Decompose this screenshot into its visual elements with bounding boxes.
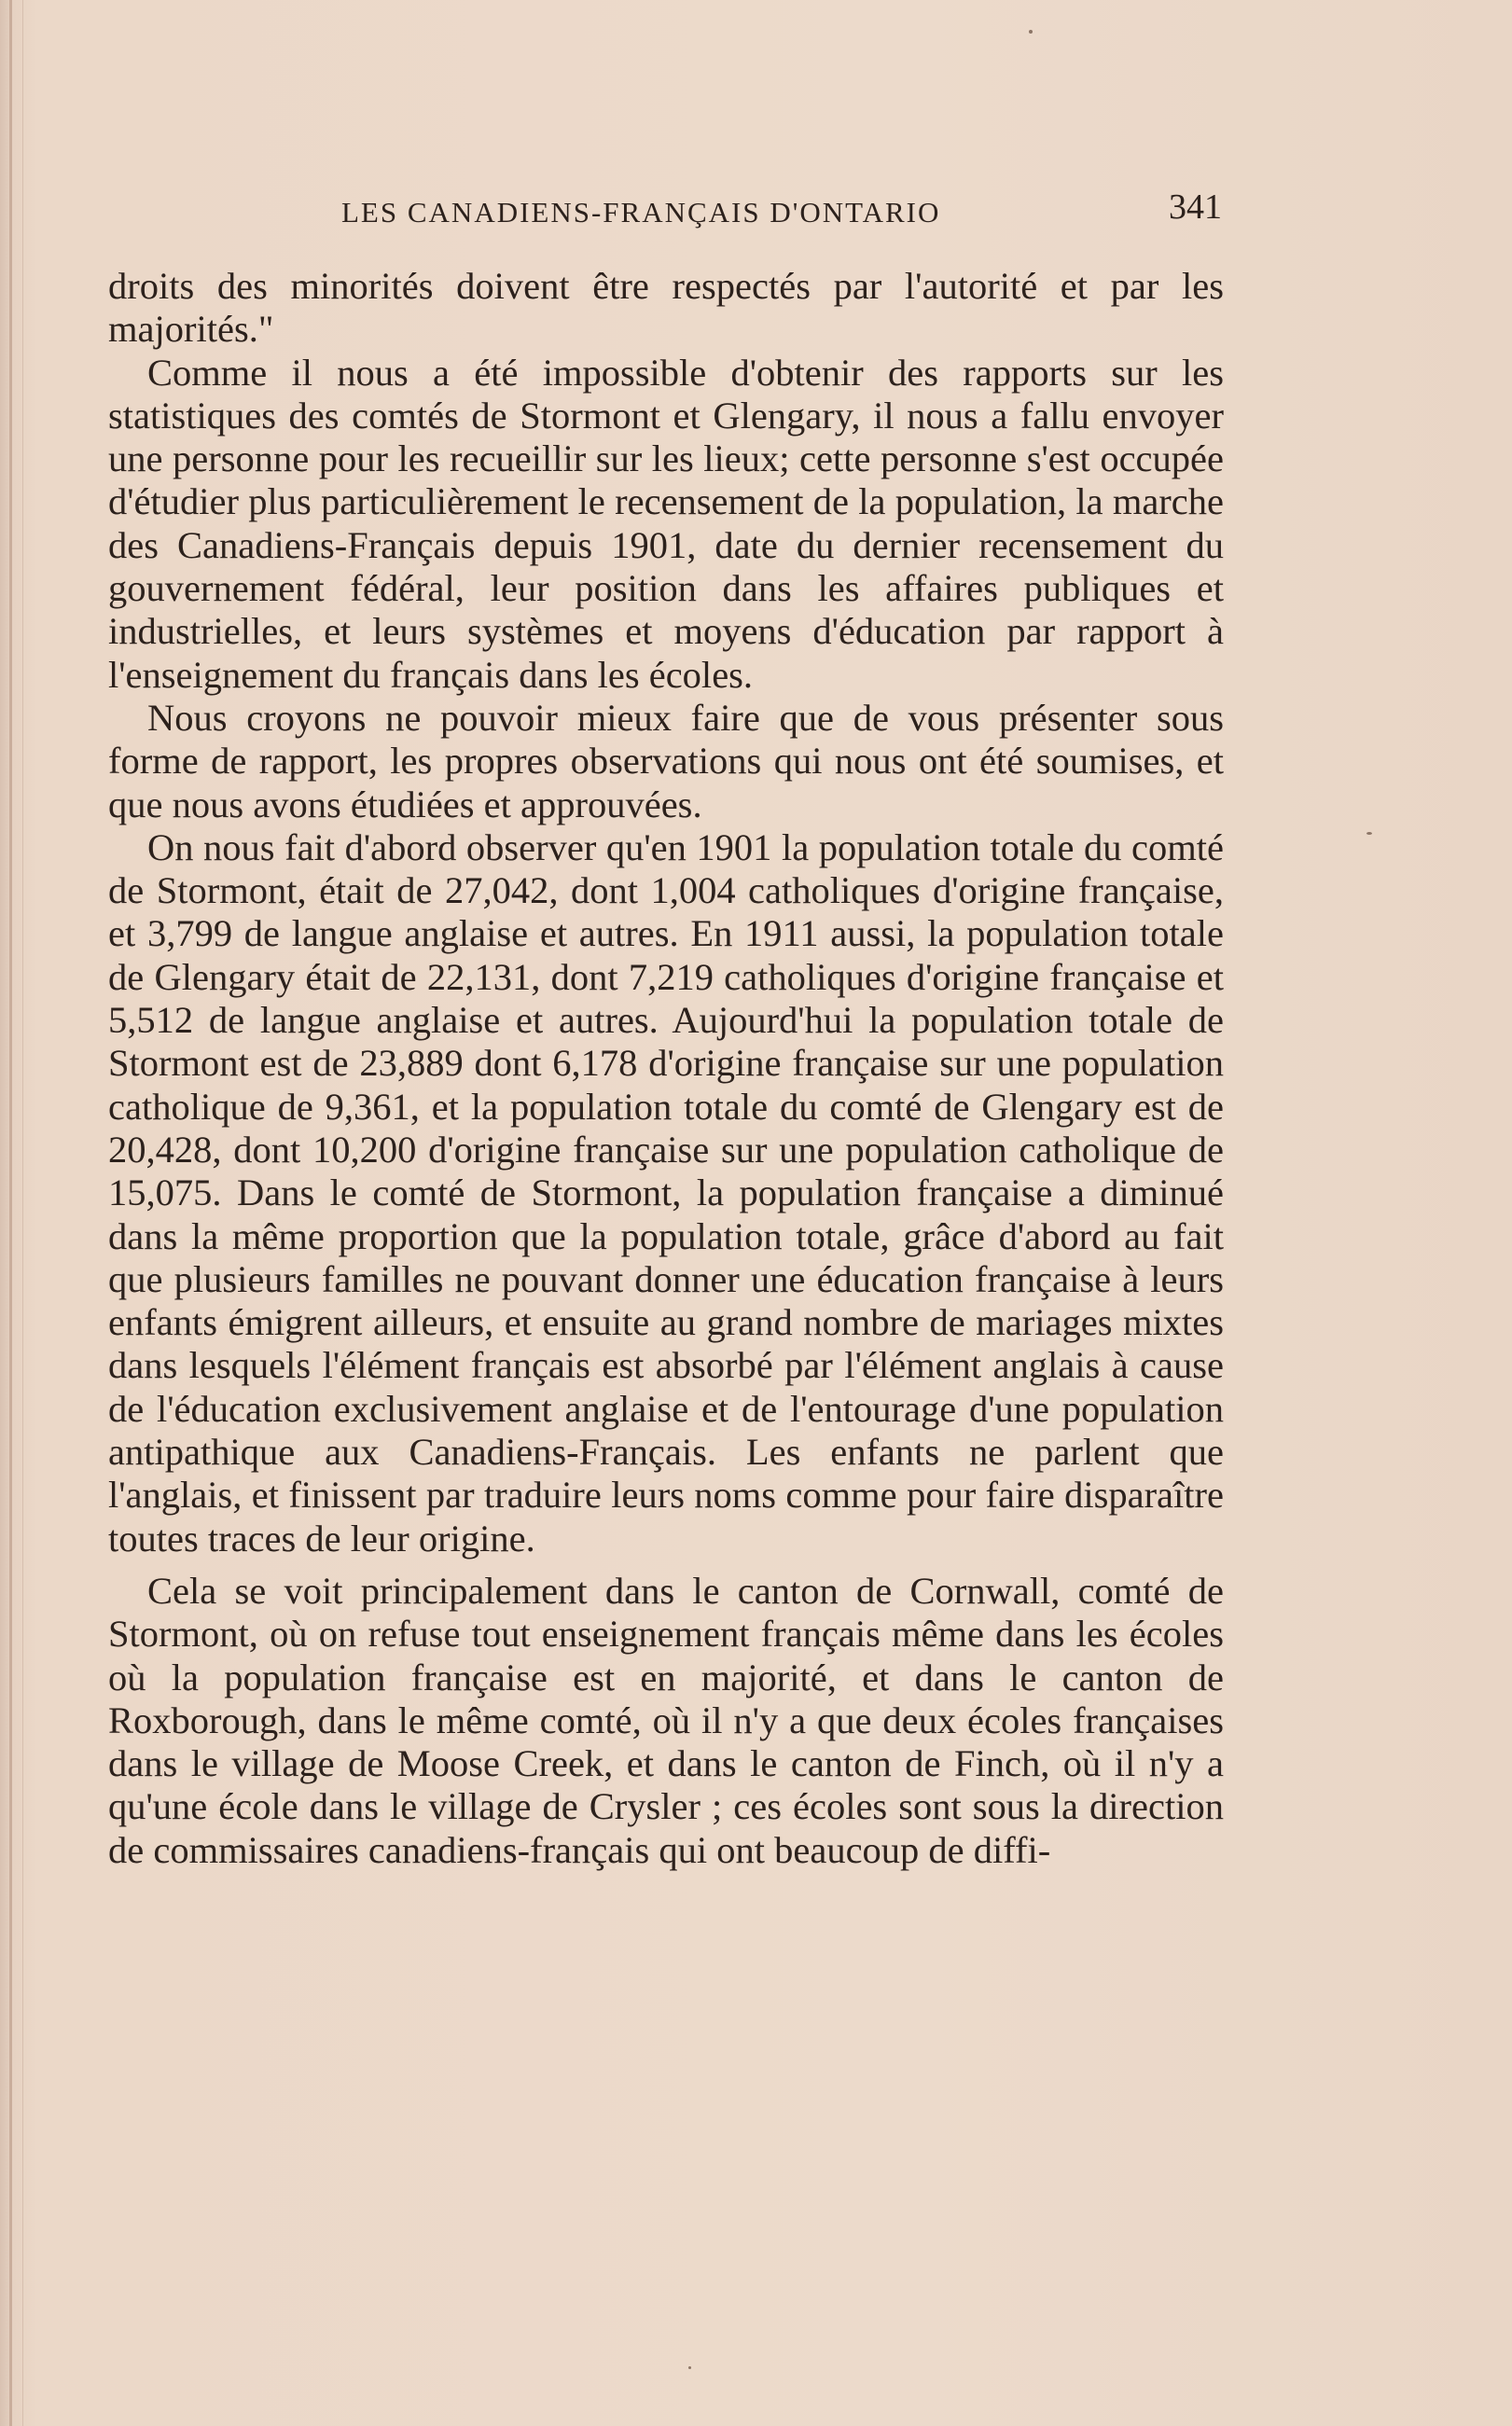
paragraph-population-figures: On nous fait d'abord observer qu'en 1901 la population totale du comté de Stormont, était de 27,042, dont 1,004 catholiques d'origine française, et 3,799 de langue anglaise et autres. En 1911 aussi, la population totale de Glengary était de 22,131, dont 7,219 catholiques d'origine française et 5,512 de langue anglaise et autres. Aujourd'hui la population totale de Stormont est de 23,889 dont 6,178 d'origine française sur une population catholique de 9,361, et la population totale du comté de Glengary est de 20,428, dont 10,200 d'origine française sur une population catholique de 15,075. Dans le comté de Stormont, la population française a diminué dans la même proportion que la population totale, grâce d'abord au fait que plusieurs familles ne pouvant donner une éducation française à leurs enfants émigrent ailleurs, et ensuite au grand nombre de mariages mixtes dans lesquels l'élément français est absorbé par l'élément anglais à cause de l'éducation exclusivement anglaise et de l'entourage d'une population antipathique aux Canadiens-Français. Les enfants ne parlent que l'anglais, et finissent par traduire leurs noms comme pour faire disparaître toutes traces de leur origine. bbox=[108, 825, 1224, 1560]
paper-speck bbox=[1366, 832, 1372, 835]
paragraph-continued: droits des minorités doivent être respectés par l'autorité et par les majorités." bbox=[108, 265, 1224, 351]
paragraph-report-intro: Nous croyons ne pouvoir mieux faire que de vous présenter sous forme de rapport, les propres observations qui nous ont été soumises, et que nous avons étudiées et approuvées. bbox=[108, 696, 1224, 825]
page-header bbox=[110, 187, 1222, 243]
page-binding-shadow bbox=[22, 0, 23, 2426]
running-title: LES CANADIENS-FRANÇAIS D'ONTARIO bbox=[341, 196, 941, 229]
paper-speck bbox=[1029, 30, 1033, 34]
paper-speck bbox=[688, 2366, 691, 2369]
paragraph-statistics-request: Comme il nous a été impossible d'obtenir des rapports sur les statistiques des comtés de Stormont et Glengary, il nous a fallu envoyer une personne pour les recueillir sur les lieux; cette personne s'est occupée d'étudier plus particulièrement le recensement de la population, la marche des Canadiens-Français depuis 1901, date du dernier recensement du gouvernement fédéral, leur position dans les affaires publiques et industrielles, et leurs systèmes et moyens d'éducation par rapport à l'enseignement du français dans les écoles. bbox=[108, 351, 1224, 696]
page-binding-edge bbox=[9, 0, 12, 2426]
body-text bbox=[108, 265, 1224, 1872]
page-number: 341 bbox=[1169, 187, 1222, 227]
paragraph-schools-cornwall: Cela se voit principalement dans le canton de Cornwall, comté de Stormont, où on refuse tout enseignement français même dans les écoles où la population française est en majorité, et dans le canton de Roxborough, dans le même comté, où il n'y a que deux écoles françaises dans le village de Moose Creek, et dans le canton de Finch, où il n'y a qu'une école dans le village de Crysler ; ces écoles sont sous la direction de commissaires canadiens-français qui ont beaucoup de diffi- bbox=[108, 1569, 1224, 1871]
